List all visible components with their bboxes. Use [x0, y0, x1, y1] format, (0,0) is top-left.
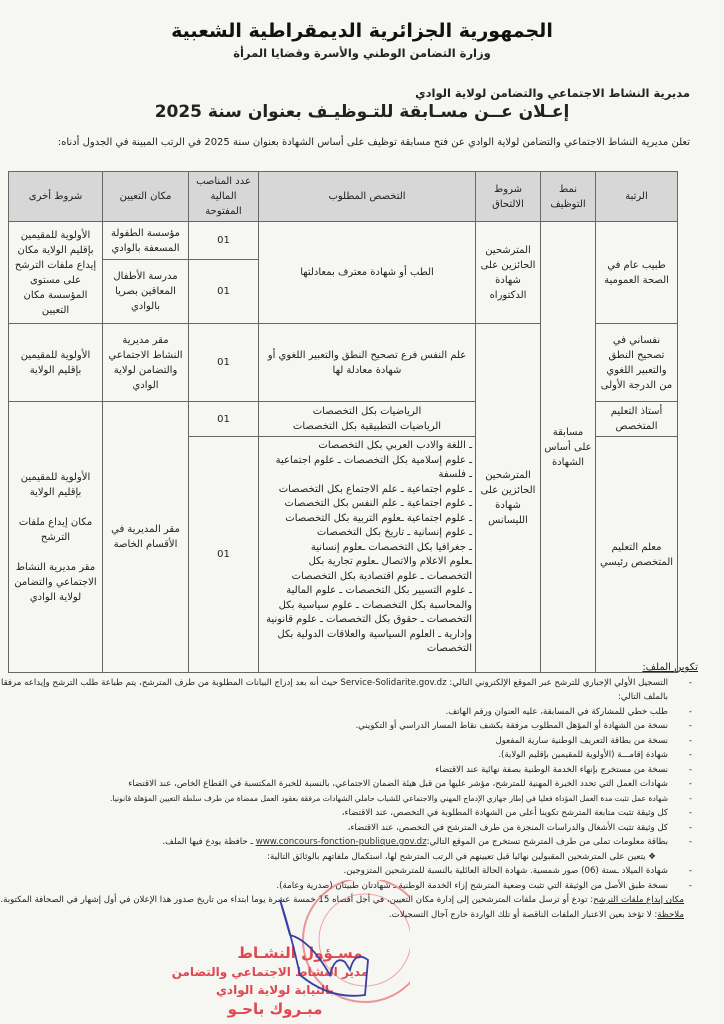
info-card-text: بطاقة معلومات تملى من طرف المترشح تستخرج من الموقع التالي:	[426, 837, 668, 847]
info-card-link[interactable]: www.concours-fonction-publique.gov.dz	[255, 837, 427, 847]
stamp-line: مدير النشاط الاجتماعي والتضامن	[171, 965, 369, 979]
file-item: - كل وثيقة تثبت الأشغال والدراسات المنجزة من طرف المترشح في التخصص، عند الاقتضاء،	[0, 821, 698, 836]
place-cell: مؤسسة الطفولة المسعفة بالوادي	[103, 222, 189, 260]
file-item: - التسجيل الأولي الإجباري للترشح عبر الموقع الإلكتروني التالي: Service-Solidarite.gov.dz حيث أنه بعد إدراج البيانات المطلوبة من طرف المترشح، يتم طباعة طلب الترشح وإيداعه مرفقا بالملف التالي:	[0, 676, 698, 705]
place-cell: مدرسة الأطفال المعاقين بصريا بالوادي	[103, 260, 189, 324]
specialty-item: ـ علوم اجتماعية ـ علم النفس بكل التخصصات	[284, 498, 472, 509]
accepted-note-text: يتعين على المترشحين المقبولين نهائيا قبل تعيينهم في الرتب المترشح لها، استكمال ملفاتهم بالوثائق التالية:	[267, 851, 646, 862]
positions-table	[8, 171, 678, 673]
col-header-place: مكان التعيين	[103, 172, 189, 222]
specialty-item: ـ اللغة والادب العربي بكل التخصصات	[318, 440, 472, 451]
ministry-heading: وزارة التضامن الوطني والأسرة وقضايا المرأة	[233, 46, 491, 60]
col-header-posts: عدد المناصب المالية المفتوحة	[189, 172, 259, 222]
condition-cell: المترشحين الحائزين على شهادة الدكتوراه	[476, 222, 541, 324]
republic-heading: الجمهورية الجزائرية الديمقراطية الشعبية	[171, 20, 553, 42]
specialty-item: ـ علوم إسلامية بكل التخصصات ـ علوم اجتماعية	[275, 454, 472, 466]
table-row	[9, 222, 678, 260]
file-item: - شهادة إقامـــة (الأولوية للمقيمين بإقليم الولاية).	[0, 748, 698, 763]
posts-cell: 01	[189, 260, 259, 324]
directorate-name: مديرية النشاط الاجتماعي والتضامن لولاية الوادي	[415, 86, 690, 100]
specialty-item: ـ علوم اجتماعية ـ علم الاجتماع بكل التخصصات	[278, 483, 472, 495]
file-heading: تكوين الملف:	[642, 662, 698, 673]
stamp-line: مسـؤول النشـاط	[237, 944, 363, 962]
specialty-item: ـ جغرافيا بكل التخصصات ـعلوم إنسانية	[310, 541, 472, 553]
specialty-cell: الطب أو شهادة معترف بمعادلتها	[259, 222, 476, 324]
accepted-note	[0, 850, 698, 865]
posts-cell: 01	[189, 324, 259, 402]
place-cell: مقر المديرية في الأقسام الخاصة	[103, 402, 189, 673]
intro-text: تعلن مديرية النشاط الاجتماعي والتضامن لولاية الوادي عن فتح مسابقة توظيف على أساس الشهادة بعنوان سنة 2025 في الرتب المبينة في الجدول أدناه:	[57, 137, 690, 148]
col-header-other: شروط أخرى	[9, 172, 103, 222]
file-item-info-card	[0, 835, 698, 850]
file-item: - شهادة عمل تثبت مدة العمل المؤداة فعليا في إطار جهازي الإدماج المهني والاجتماعي للشباب حاملي الشهادات مرفقة بعقود العمل ممضاة من طرف سلطة التعيين المؤهلة قانونيا.	[0, 792, 698, 807]
deposit-label: مكان إيداع ملفات الترشح	[593, 895, 684, 905]
rank-cell: أستاذ التعليم المتخصص	[596, 402, 678, 437]
official-stamp-signature	[150, 880, 410, 1024]
stamp-line: مبـروك باحـو	[227, 1000, 323, 1018]
specialty-cell: علم النفس فرع تصحيح النطق والتعبير اللغوي أو شهادة معادلة لها	[259, 324, 476, 402]
specialty-item: ـ علوم إنسانية ـ تاريخ بكل التخصصات	[316, 527, 472, 538]
rank-cell: معلم التعليم المتخصص رئيسي	[596, 437, 678, 673]
file-item: - طلب خطي للمشاركة في المسابقة، عليه العنوان ورقم الهاتف.	[0, 705, 698, 720]
specialty-item: ـ علوم التسيير بكل التخصصات ـ علوم المالية والمحاسبة بكل التخصصات ـ علوم سياسية بكل التخصصات ـ حقوق بكل التخصصات ـ علوم قانونية وإدارية ـ العلوم السياسية والعلاقات الدولية بكل التخصصات	[266, 585, 472, 654]
accepted-item: - شهادة الميلاد ـستة (06) صور شمسية. شهادة الحالة العائلية بالنسبة للمترشحين المتزوجين.	[0, 864, 698, 879]
note-text: : لا تؤخذ بعين الاعتبار الملفات الناقصة أو تلك الواردة خارج آجال التسجيلات.	[388, 909, 658, 920]
stamp-line: بالنيابة لولاية الوادي	[215, 983, 335, 997]
file-item: - كل وثيقة تثبت متابعة المترشح تكوينا أعلى من الشهادة المطلوبة في التخصص، عند الاقتضاء،	[0, 806, 698, 821]
diamond-bullet-icon: ❖	[645, 851, 656, 862]
file-item: - شهادات العمل التي تحدد الخبرة المهنية للمترشح، مؤشر عليها من قبل هيئة الضمان الاجتماعي، بالنسبة للخبرة المكتسبة في القطاع الخاص، عند الاقتضاء	[0, 777, 698, 792]
file-item: - نسخة من الشهادة أو المؤهل المطلوب مرفقة بكشف نقاط المسار الدراسي أو التكويني.	[0, 719, 698, 734]
posts-cell: 01	[189, 222, 259, 260]
specialty-item: ـعلوم الاعلام والاتصال ـعلوم تجارية بكل التخصصات ـ علوم اقتصادية بكل التخصصات	[291, 556, 472, 582]
col-header-conditions: شروط الالتحاق	[476, 172, 541, 222]
posts-cell: 01	[189, 402, 259, 437]
info-card-text-after: ـ حافظة يودع فيها الملف.	[162, 837, 256, 847]
col-header-specialty: التخصص المطلوب	[259, 172, 476, 222]
announcement-title: إعـلان عــن مسـابقة للتـوظيـف بعنوان سنة 2025	[154, 102, 570, 122]
specialty-cell: الرياضيات بكل التخصصات الرياضيات التطبيقية بكل التخصصات	[259, 402, 476, 437]
rank-cell: طبيب عام في الصحة العمومية	[596, 222, 678, 324]
specialty-item: ـ علوم اجتماعية ـعلوم التربية بكل التخصصات	[285, 512, 472, 524]
other-cell: الأولوية للمقيمين بإقليم الولاية	[9, 324, 103, 402]
note-label: ملاحظة	[657, 909, 684, 920]
specialty-list-cell	[259, 437, 476, 673]
file-item: - نسخة من مستخرج بإنهاء الخدمة الوطنية بصفة نهائية عند الاقتضاء	[0, 763, 698, 778]
col-header-mode: نمط التوظيف	[541, 172, 596, 222]
col-header-rank: الرتبة	[596, 172, 678, 222]
posts-cell: 01	[189, 437, 259, 673]
other-cell	[9, 402, 103, 673]
file-item: - نسخة من بطاقة التعريف الوطنية سارية المفعول	[0, 734, 698, 749]
rank-cell: نفساني في تصحيح النطق والتعبير اللغوي من الدرجة الأولى	[596, 324, 678, 402]
accepted-item: - نسخة طبق الأصل من الوثيقة التي تثبت وضعية المترشح إزاء الخدمة الوطنية ـ شهادتان طبيتان (صدرية وعامة).	[0, 879, 698, 894]
deposit-text: : تودع أو ترسل ملفات المترشحين إلى إدارة مكان التعيين، في أجل أقصاه 15 خمسة عشرة يوما ابتداء من تاريخ صدور هذا الإعلان في أول إشهار في الصحافة المكتوبة.	[0, 895, 594, 905]
other-line: الأولوية للمقيمين بإقليم الولاية	[20, 471, 91, 498]
condition-cell: المترشحين الحائزين على شهادة الليسانس	[476, 324, 541, 673]
table-header-row	[9, 172, 678, 222]
mode-cell: مسابقة على أساس الشهادة	[541, 222, 596, 673]
other-cell: الأولوية للمقيمين بإقليم الولاية مكان إيداع ملفات الترشح على مستوى المؤسسة مكان التعيين	[9, 222, 103, 324]
other-line: مكان إيداع ملفات الترشح	[18, 516, 93, 543]
other-line: مقر مديرية النشاط الاجتماعي والتضامن لولاية الوادي	[14, 561, 97, 603]
place-cell: مقر مديرية النشاط الاجتماعي والتضامن لولاية الوادي	[103, 324, 189, 402]
specialty-item: ـ فلسفة	[438, 469, 472, 480]
